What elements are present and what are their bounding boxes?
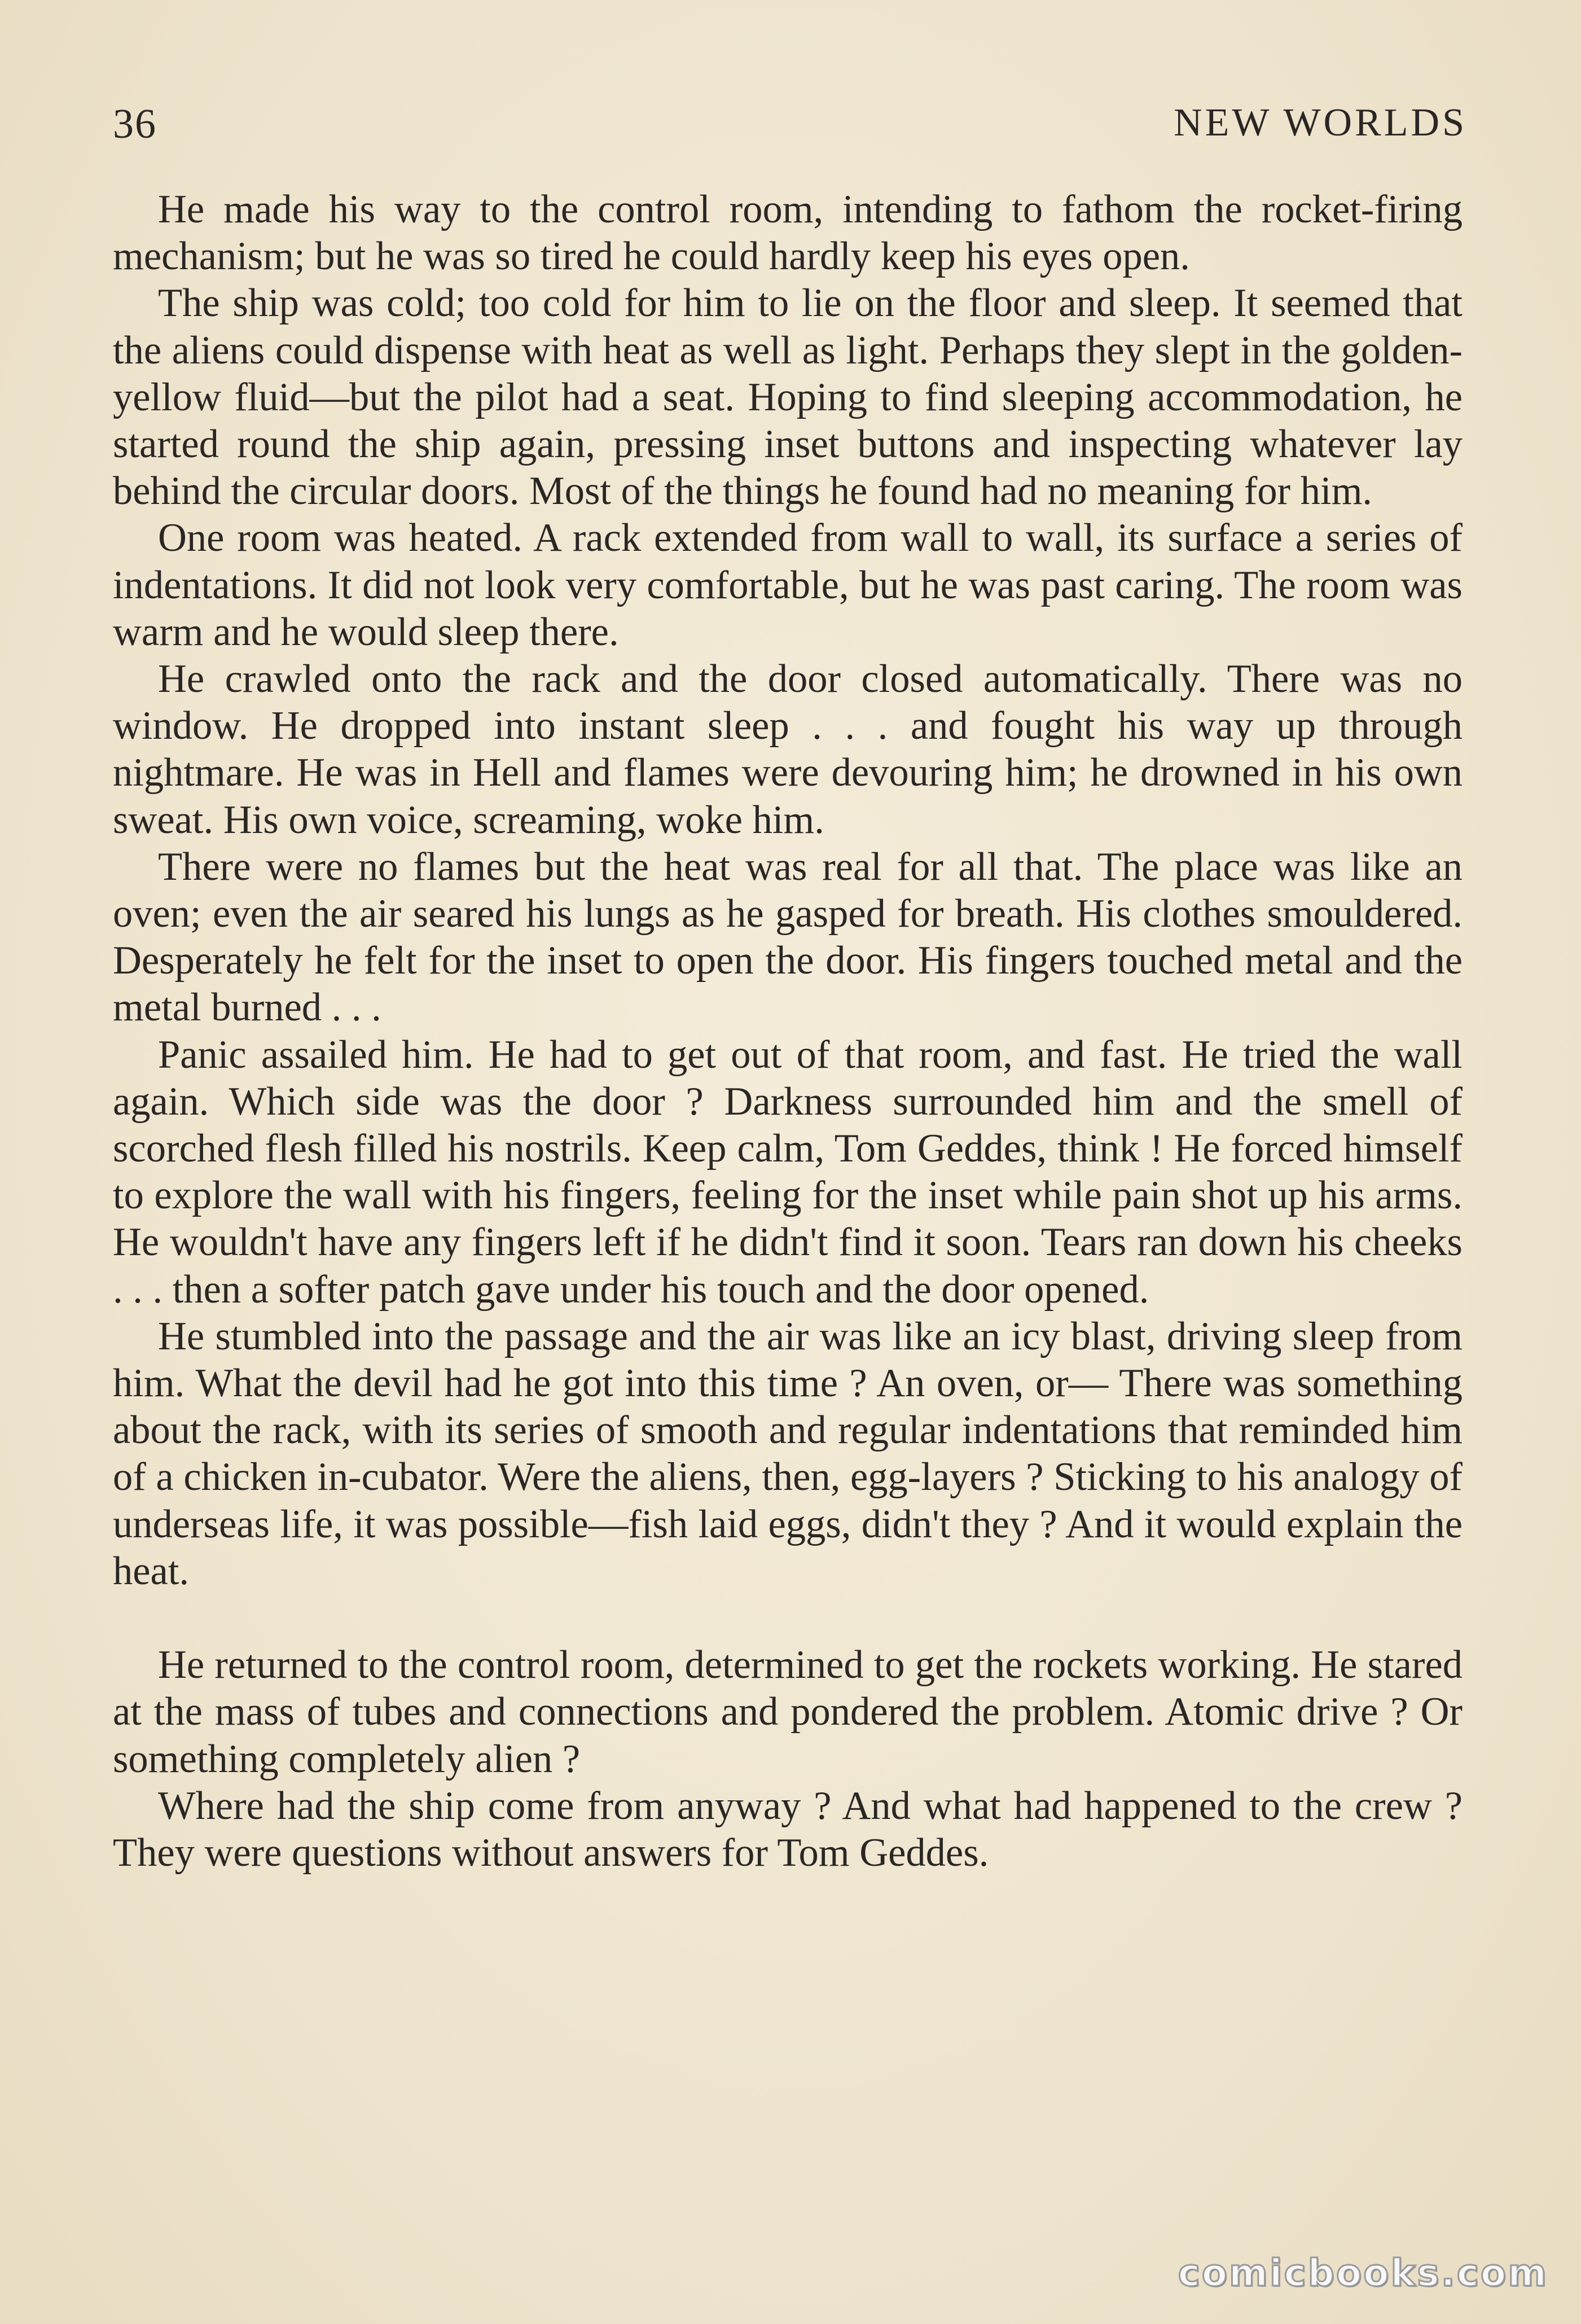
page-header [113, 96, 1467, 158]
paragraph: He crawled onto the rack and the door closed automatically. There was no window. He dropped into instant sleep . . . and fought his way up through nightmare. He was in Hell and flames were devouring him; he drowned in his own sweat. His own voice, screaming, woke him. [113, 657, 1463, 842]
paragraph: Panic assailed him. He had to get out of that room, and fast. He tried the wall again. Which side was the door ? Darkness surrounded him and the smell of scorched flesh filled his nostrils. Keep calm, Tom Geddes, think ! He forced himself to explore the wall with his fingers, feeling for the inset while pain shot up his arms. He wouldn't have any fingers left if he didn't find it soon. Tears ran down his cheeks . . . then a softer patch gave under his touch and the door opened. [113, 1032, 1463, 1312]
paragraph: One room was heated. A rack extended from wall to wall, its surface a series of indentations. It did not look very comfortable, but he was past caring. The room was warm and he would sleep there. [113, 516, 1463, 654]
page-number: 36 [113, 101, 157, 147]
paragraph: He made his way to the control room, intending to fathom the rocket-firing mechanism; but he was so tired he could hardly keep his eyes open. [113, 187, 1463, 279]
paragraph: He returned to the control room, determined to get the rockets working. He stared at the mass of tubes and connections and pondered the problem. Atomic drive ? Or something completely alien ? [113, 1643, 1463, 1781]
paragraph: The ship was cold; too cold for him to lie on the floor and sleep. It seemed that the aliens could dispense with heat as well as light. Perhaps they slept in the golden-yellow fluid—but the pilot had a seat. Hoping to find sleeping accommodation, he started round the ship again, pressing inset buttons and inspecting whatever lay behind the circular doors. Most of the things he found had no meaning for him. [113, 281, 1463, 514]
watermark: comicbooks.com [1178, 2251, 1548, 2295]
paragraph: He stumbled into the passage and the air was like an icy blast, driving sleep from him. What the devil had he got into this time ? An oven, or— There was something about the rack, with its series of smooth and regular indentations that reminded him of a chicken in-cubator. Were the aliens, then, egg-layers ? Sticking to his analogy of underseas life, it was possible—fish laid eggs, didn't they ? And it would explain the heat. [113, 1314, 1463, 1593]
story-text [113, 186, 1463, 1876]
paragraph: Where had the ship come from anyway ? And what had happened to the crew ? They were questions without answers for Tom Geddes. [113, 1783, 1463, 1875]
running-head: NEW WORLDS [1174, 101, 1467, 144]
paragraph: There were no flames but the heat was real for all that. The place was like an oven; even the air seared his lungs as he gasped for breath. His clothes smouldered. Desperately he felt for the inset to open the door. His fingers touched metal and the metal burned . . . [113, 844, 1463, 1030]
